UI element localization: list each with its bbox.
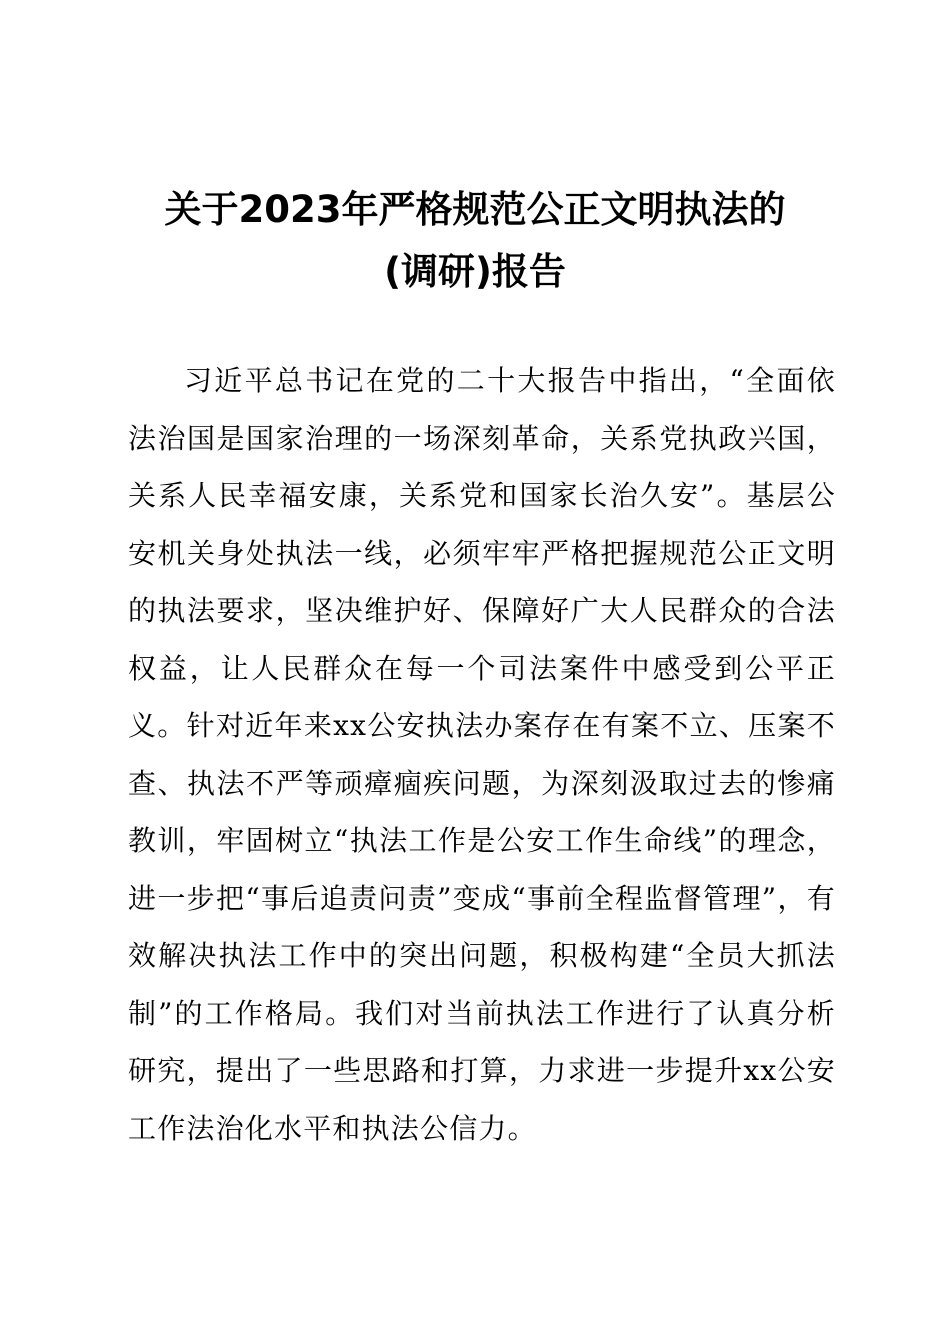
- document-title-line-1: 关于2023年严格规范公正文明执法的: [164, 188, 786, 231]
- document-title-line-2: (调研)报告: [384, 250, 566, 293]
- document-body-paragraph: 习近平总书记在党的二十大报告中指出，“全面依法治国是国家治理的一场深刻革命，关系党执政兴国，关系人民幸福安康，关系党和国家长治久安”。基层公安机关身处执法一线，必须牢牢严格把握规范公正文明的执法要求，坚决维护好、保障好广大人民群众的合法权益，让人民群众在每一个司法案件中感受到公平正义。针对近年来xx公安执法办案存在有案不立、压案不查、执法不严等顽瘴痼疾问题，为深刻汲取过去的惨痛教训，牢固树立“执法工作是公安工作生命线”的理念，进一步把“事后追责问责”变成“事前全程监督管理”，有效解决执法工作中的突出问题，积极构建“全员大抓法制”的工作格局。我们对当前执法工作进行了认真分析研究，提出了一些思路和打算，力求进一步提升xx公安工作法治化水平和执法公信力。: [128, 364, 836, 1145]
